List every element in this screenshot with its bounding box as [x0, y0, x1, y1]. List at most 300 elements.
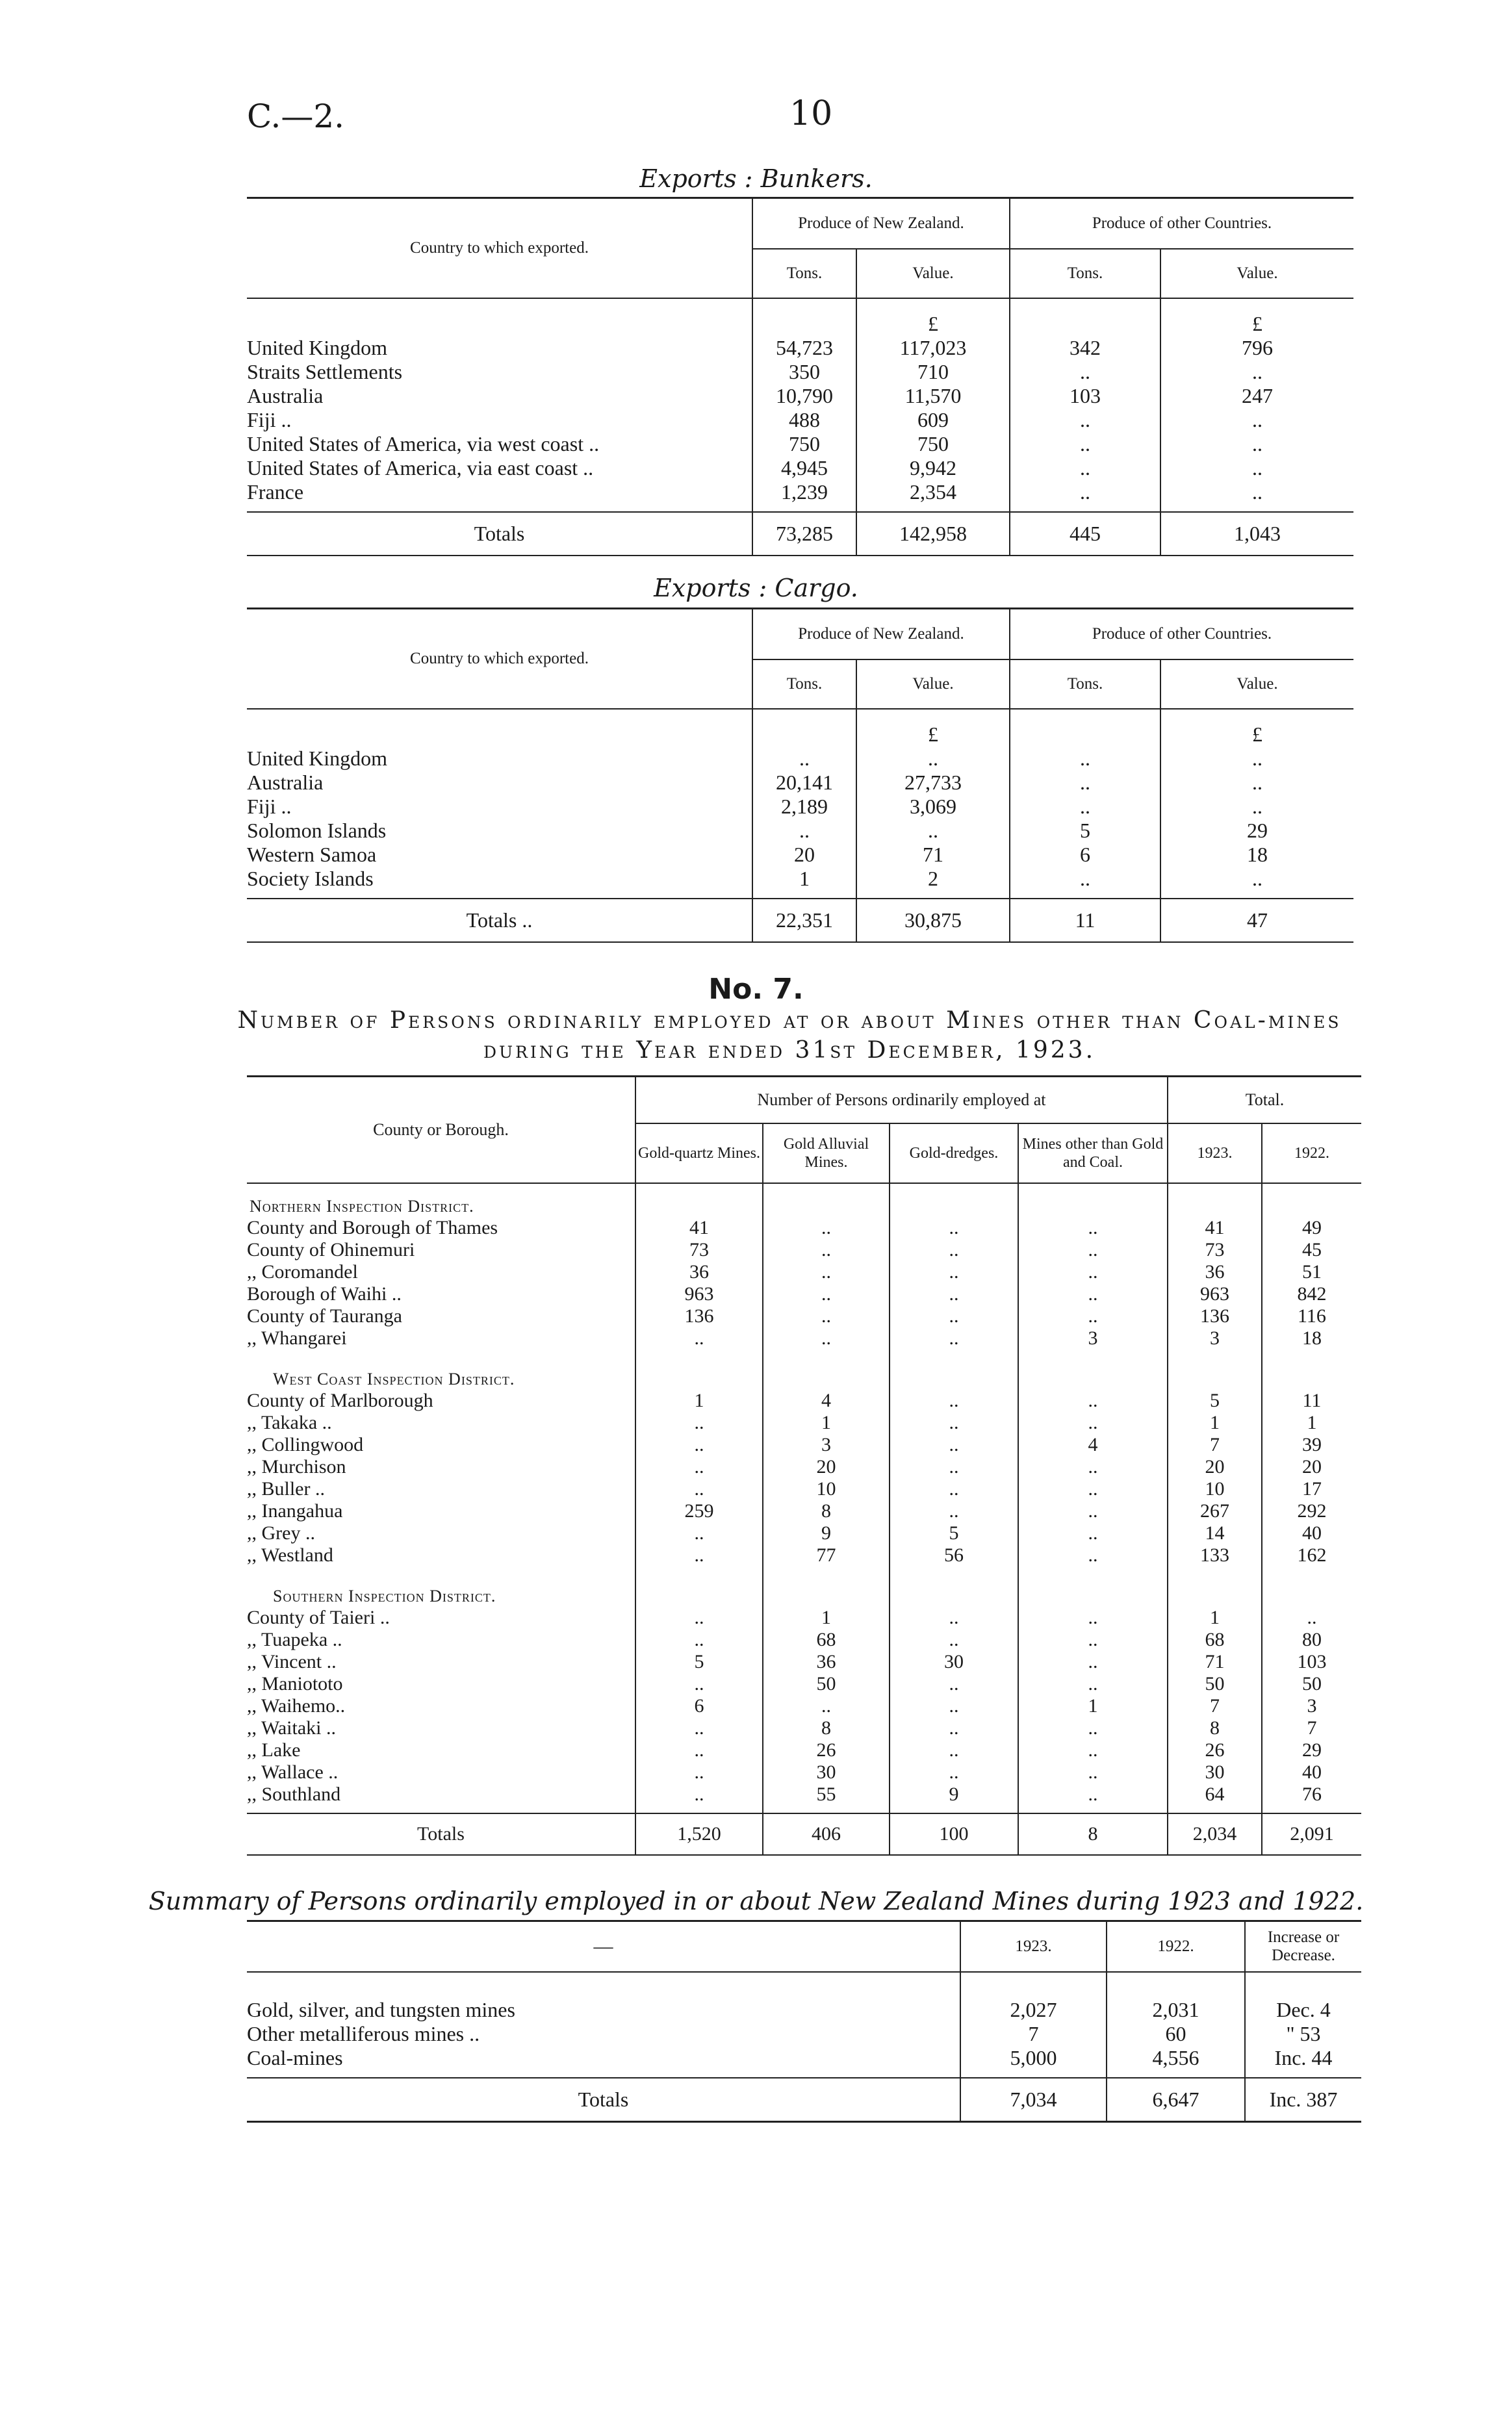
other-mines-cell: ..	[1018, 1305, 1168, 1327]
summary-blank-header: —	[247, 1921, 960, 1973]
nz-tons-cell: 2,189	[752, 795, 856, 819]
total-1923-cell: 7	[1168, 1434, 1262, 1456]
totals-other-mines-cell: 8	[1018, 1813, 1168, 1855]
nz-value-cell: 71	[856, 843, 1010, 867]
other-value-cell: ..	[1160, 432, 1353, 456]
no7-title-line1: Number of Persons ordinarily employed at or about Mines other than Coal-mines	[237, 1007, 1342, 1034]
nz-value-cell: 11,570	[856, 384, 1010, 408]
table-row	[247, 1522, 1361, 1544]
gap-cell	[635, 1567, 763, 1586]
totals-row	[247, 899, 1353, 942]
totals-nz-value: 30,875	[856, 899, 1010, 942]
other-mines-cell: ..	[1018, 1217, 1168, 1239]
nz-tons-cell: ..	[752, 819, 856, 843]
total-1922-cell: 292	[1262, 1500, 1361, 1522]
total-1923-cell: 1	[1168, 1412, 1262, 1434]
total-1923-cell: 64	[1168, 1784, 1262, 1806]
cargo-col-nz-value: Value.	[856, 659, 1010, 709]
bunkers-body	[247, 298, 1353, 556]
gold-dredges-cell: ..	[890, 1390, 1018, 1412]
table-row	[247, 1629, 1361, 1651]
summary-1923-cell: 2,027	[960, 1998, 1107, 2022]
bunkers-col-ot-tons: Tons.	[1010, 249, 1160, 298]
total-1923-cell: 68	[1168, 1629, 1262, 1651]
bunkers-group-other: Produce of other Countries.	[1010, 198, 1353, 249]
table-row	[247, 1412, 1361, 1434]
spacer-cell	[1010, 891, 1160, 899]
table-row	[247, 1434, 1361, 1456]
other-mines-cell: ..	[1018, 1673, 1168, 1695]
gold-dredges-cell: 9	[890, 1784, 1018, 1806]
bunkers-col-nz-value: Value.	[856, 249, 1010, 298]
empty-cell	[890, 1586, 1018, 1607]
gold-dredges-cell: ..	[890, 1327, 1018, 1349]
gap-cell	[763, 1567, 890, 1586]
empty-cell	[1018, 1196, 1168, 1217]
gold-quartz-cell: 1	[635, 1390, 763, 1412]
gold-alluvial-cell: 1	[763, 1412, 890, 1434]
table-row	[247, 336, 1353, 360]
county-cell: ,, Vincent ..	[247, 1651, 337, 1672]
bunkers-group-nz: Produce of New Zealand.	[752, 198, 1010, 249]
gold-dredges-cell: ..	[890, 1217, 1018, 1239]
nz-tons-cell: 54,723	[752, 336, 856, 360]
empty-cell	[635, 1196, 763, 1217]
nz-value-cell: 710	[856, 360, 1010, 384]
gold-dredges-cell: ..	[890, 1305, 1018, 1327]
gold-quartz-cell: 259	[635, 1500, 763, 1522]
spacer-cell	[1160, 504, 1353, 512]
gold-dredges-cell: ..	[890, 1283, 1018, 1305]
table-row	[247, 1456, 1361, 1478]
total-1923-cell: 3	[1168, 1327, 1262, 1349]
summary-change-cell: Dec. 4	[1245, 1998, 1361, 2022]
table-row	[247, 1327, 1361, 1349]
nz-tons-cell: 350	[752, 360, 856, 384]
total-1923-cell: 26	[1168, 1739, 1262, 1761]
spacer-cell	[247, 891, 752, 899]
table-row	[247, 1651, 1361, 1673]
other-mines-cell: ..	[1018, 1761, 1168, 1784]
mines-group-total: Total.	[1168, 1077, 1361, 1124]
table-row	[247, 408, 1353, 432]
mines-col-other: Mines other than Gold and Coal.	[1018, 1123, 1168, 1183]
table-row	[247, 867, 1353, 891]
total-1923-cell: 50	[1168, 1673, 1262, 1695]
other-value-cell: 247	[1160, 384, 1353, 408]
other-mines-cell: ..	[1018, 1239, 1168, 1261]
gold-dredges-cell: ..	[890, 1761, 1018, 1784]
no7-title	[234, 1006, 1345, 1066]
total-1922-cell: ..	[1262, 1607, 1361, 1629]
spacer-cell	[247, 504, 752, 512]
table-row	[247, 771, 1353, 795]
nz-value-cell: ..	[856, 747, 1010, 771]
totals-other-tons: 445	[1010, 512, 1160, 556]
total-1923-cell: 1	[1168, 1607, 1262, 1629]
other-mines-cell: ..	[1018, 1456, 1168, 1478]
totals-row	[247, 2078, 1361, 2122]
gold-dredges-cell: ..	[890, 1239, 1018, 1261]
total-1923-cell: 36	[1168, 1261, 1262, 1283]
total-1923-cell: 5	[1168, 1390, 1262, 1412]
total-1922-cell: 80	[1262, 1629, 1361, 1651]
other-tons-cell: 5	[1010, 819, 1160, 843]
nz-value-cell: 2	[856, 867, 1010, 891]
total-1922-cell: 116	[1262, 1305, 1361, 1327]
gold-dredges-cell: ..	[890, 1500, 1018, 1522]
cargo-col-ot-tons: Tons.	[1010, 659, 1160, 709]
other-value-cell: ..	[1160, 867, 1353, 891]
gold-quartz-cell: ..	[635, 1739, 763, 1761]
cargo-col-ot-value: Value.	[1160, 659, 1353, 709]
empty-cell	[1168, 1196, 1262, 1217]
gold-alluvial-cell: 8	[763, 1500, 890, 1522]
totals-total-1922-cell: 2,091	[1262, 1813, 1361, 1855]
nz-value-cell: 117,023	[856, 336, 1010, 360]
gap-cell	[247, 1567, 635, 1586]
nz-value-cell: 3,069	[856, 795, 1010, 819]
total-1922-cell: 45	[1262, 1239, 1361, 1261]
district-gap	[247, 1567, 1361, 1586]
total-1922-cell: 50	[1262, 1673, 1361, 1695]
county-cell: County of Taieri ..	[247, 1607, 390, 1628]
bunkers-caption: Exports : Bunkers.	[639, 164, 873, 193]
gold-alluvial-cell: 20	[763, 1456, 890, 1478]
gold-dredges-cell: ..	[890, 1607, 1018, 1629]
totals-label: Totals	[247, 512, 752, 556]
gold-dredges-cell: ..	[890, 1434, 1018, 1456]
spacer-cell	[960, 2070, 1107, 2078]
gap-cell	[1262, 1183, 1361, 1196]
table-row	[247, 1500, 1361, 1522]
totals-1922: 6,647	[1107, 2078, 1245, 2122]
gold-alluvial-cell: ..	[763, 1305, 890, 1327]
bunkers-currency-nz: £	[856, 298, 1010, 336]
empty-cell	[1262, 1196, 1361, 1217]
gold-dredges-cell: ..	[890, 1717, 1018, 1739]
table-row	[247, 1261, 1361, 1283]
mines-group-employed: Number of Persons ordinarily employed at	[635, 1077, 1168, 1124]
gold-quartz-cell: ..	[635, 1412, 763, 1434]
gold-alluvial-cell: 8	[763, 1717, 890, 1739]
summary-col-1923: 1923.	[960, 1921, 1107, 1973]
gap-cell	[1168, 1567, 1262, 1586]
empty-cell	[1018, 1369, 1168, 1390]
country-cell: France	[247, 480, 304, 504]
spacer-cell	[1168, 1806, 1262, 1813]
gold-dredges-cell: ..	[890, 1478, 1018, 1500]
other-value-cell: ..	[1160, 456, 1353, 480]
cargo-country-header: Country to which exported.	[247, 609, 752, 710]
other-value-cell: 796	[1160, 336, 1353, 360]
district-gap	[247, 1349, 1361, 1369]
total-1923-cell: 7	[1168, 1695, 1262, 1717]
other-value-cell: 29	[1160, 819, 1353, 843]
table-row	[247, 1761, 1361, 1784]
cargo-col-nz-tons: Tons.	[752, 659, 856, 709]
page-number: 10	[789, 94, 833, 133]
other-value-cell: ..	[1160, 795, 1353, 819]
gold-quartz-cell: ..	[635, 1717, 763, 1739]
gold-quartz-cell: ..	[635, 1544, 763, 1567]
summary-change-cell: Inc. 44	[1245, 2046, 1361, 2070]
totals-gold-dredges-cell: 100	[890, 1813, 1018, 1855]
gold-quartz-cell: ..	[635, 1607, 763, 1629]
other-mines-cell: ..	[1018, 1717, 1168, 1739]
totals-row	[247, 512, 1353, 556]
other-tons-cell: ..	[1010, 360, 1160, 384]
other-value-cell: 18	[1160, 843, 1353, 867]
gold-alluvial-cell: 68	[763, 1629, 890, 1651]
table-row	[247, 360, 1353, 384]
country-cell: United Kingdom	[247, 747, 387, 770]
empty-cell	[1262, 1369, 1361, 1390]
gap-cell	[890, 1183, 1018, 1196]
nz-value-cell: 2,354	[856, 480, 1010, 504]
summary-1922-cell: 60	[1107, 2022, 1245, 2046]
gap-cell	[1262, 1567, 1361, 1586]
gold-quartz-cell: ..	[635, 1478, 763, 1500]
other-mines-cell: ..	[1018, 1500, 1168, 1522]
total-1922-cell: 49	[1262, 1217, 1361, 1239]
gap-cell	[1168, 1183, 1262, 1196]
county-cell: ,, Waihemo..	[247, 1695, 346, 1717]
cargo-caption: Exports : Cargo.	[654, 574, 858, 602]
nz-tons-cell: 20	[752, 843, 856, 867]
spacer-cell	[856, 504, 1010, 512]
other-mines-cell: 3	[1018, 1327, 1168, 1349]
totals-1923: 7,034	[960, 2078, 1107, 2122]
county-cell: County of Marlborough	[247, 1390, 433, 1411]
other-mines-cell: 4	[1018, 1434, 1168, 1456]
summary-col-1922: 1922.	[1107, 1921, 1245, 1973]
gold-alluvial-cell: 10	[763, 1478, 890, 1500]
bunkers-currency-ot: £	[1160, 298, 1353, 336]
county-cell: ,, Maniototo	[247, 1673, 343, 1694]
cargo-currency-ot: £	[1160, 709, 1353, 747]
spacer-cell	[1262, 1806, 1361, 1813]
total-1922-cell: 76	[1262, 1784, 1361, 1806]
total-1922-cell: 1	[1262, 1412, 1361, 1434]
total-1923-cell: 30	[1168, 1761, 1262, 1784]
total-1923-cell: 14	[1168, 1522, 1262, 1544]
total-1923-cell: 73	[1168, 1239, 1262, 1261]
totals-other-tons: 11	[1010, 899, 1160, 942]
gold-quartz-cell: ..	[635, 1456, 763, 1478]
other-mines-cell: ..	[1018, 1478, 1168, 1500]
totals-row	[247, 1813, 1361, 1855]
empty-cell	[635, 1369, 763, 1390]
total-1922-cell: 17	[1262, 1478, 1361, 1500]
gold-quartz-cell: ..	[635, 1522, 763, 1544]
county-cell: ,, Takaka ..	[247, 1412, 332, 1433]
total-1922-cell: 20	[1262, 1456, 1361, 1478]
gold-alluvial-cell: 30	[763, 1761, 890, 1784]
country-cell: United Kingdom	[247, 336, 387, 359]
mines-col-gold-dredges: Gold-dredges.	[890, 1123, 1018, 1183]
totals-nz-value: 142,958	[856, 512, 1010, 556]
district-name: Southern Inspection District.	[273, 1587, 496, 1605]
district-name: Northern Inspection District.	[250, 1197, 474, 1216]
empty-cell	[763, 1586, 890, 1607]
total-1923-cell: 133	[1168, 1544, 1262, 1567]
totals-label: Totals ..	[247, 899, 752, 942]
totals-label: Totals	[247, 1813, 635, 1855]
other-mines-cell: ..	[1018, 1522, 1168, 1544]
other-tons-cell: 103	[1010, 384, 1160, 408]
table-row	[247, 1478, 1361, 1500]
spacer-cell	[856, 891, 1010, 899]
nz-tons-cell: ..	[752, 747, 856, 771]
table-number: No. 7.	[708, 973, 804, 1006]
totals-nz-tons: 22,351	[752, 899, 856, 942]
gold-quartz-cell: 963	[635, 1283, 763, 1305]
spacer-cell	[1107, 1972, 1245, 1998]
gold-quartz-cell: 136	[635, 1305, 763, 1327]
gold-alluvial-cell: ..	[763, 1283, 890, 1305]
summary-1923-cell: 7	[960, 2022, 1107, 2046]
mines-col-gold-alluvial: Gold Alluvial Mines.	[763, 1123, 890, 1183]
country-cell: United States of America, via east coast ..	[247, 456, 594, 480]
country-cell: Society Islands	[247, 867, 374, 890]
table-row	[247, 2022, 1361, 2046]
nz-value-cell: 27,733	[856, 771, 1010, 795]
empty-cell	[1168, 1586, 1262, 1607]
county-cell: County of Tauranga	[247, 1305, 402, 1327]
gold-alluvial-cell: 9	[763, 1522, 890, 1544]
other-tons-cell: 6	[1010, 843, 1160, 867]
spacer-row	[247, 504, 1353, 512]
other-tons-cell: ..	[1010, 771, 1160, 795]
gap-cell	[890, 1349, 1018, 1369]
mines-col-1923: 1923.	[1168, 1123, 1262, 1183]
gold-dredges-cell: ..	[890, 1695, 1018, 1717]
country-cell: Solomon Islands	[247, 819, 387, 842]
other-tons-cell: ..	[1010, 432, 1160, 456]
gold-quartz-cell: ..	[635, 1629, 763, 1651]
table-row	[247, 456, 1353, 480]
gap-cell	[635, 1183, 763, 1196]
mines-col-1922: 1922.	[1262, 1123, 1361, 1183]
district-header-row	[247, 1369, 1361, 1390]
gold-dredges-cell: ..	[890, 1456, 1018, 1478]
county-cell: County and Borough of Thames	[247, 1217, 498, 1238]
spacer-row	[247, 1972, 1361, 1998]
table-row	[247, 1607, 1361, 1629]
spacer-cell	[247, 2070, 960, 2078]
totals-change: Inc. 387	[1245, 2078, 1361, 2122]
cargo-currency-nz: £	[856, 709, 1010, 747]
gold-alluvial-cell: ..	[763, 1695, 890, 1717]
gold-alluvial-cell: 26	[763, 1739, 890, 1761]
other-mines-cell: ..	[1018, 1390, 1168, 1412]
total-1922-cell: 18	[1262, 1327, 1361, 1349]
empty-cell	[1018, 1586, 1168, 1607]
nz-tons-cell: 1	[752, 867, 856, 891]
county-cell: County of Ohinemuri	[247, 1239, 415, 1260]
gold-alluvial-cell: 3	[763, 1434, 890, 1456]
gold-alluvial-cell: ..	[763, 1261, 890, 1283]
table-row	[247, 843, 1353, 867]
total-1922-cell: 7	[1262, 1717, 1361, 1739]
empty-cell	[890, 1369, 1018, 1390]
other-mines-cell: ..	[1018, 1544, 1168, 1567]
gap-cell	[1018, 1183, 1168, 1196]
gold-alluvial-cell: 50	[763, 1673, 890, 1695]
gold-alluvial-cell: ..	[763, 1217, 890, 1239]
district-header-row	[247, 1196, 1361, 1217]
table-row	[247, 432, 1353, 456]
bunkers-col-ot-value: Value.	[1160, 249, 1353, 298]
total-1922-cell: 29	[1262, 1739, 1361, 1761]
totals-total-1923-cell: 2,034	[1168, 1813, 1262, 1855]
gold-dredges-cell: 30	[890, 1651, 1018, 1673]
nz-tons-cell: 488	[752, 408, 856, 432]
gap-cell	[247, 1349, 635, 1369]
country-cell: Australia	[247, 771, 324, 794]
spacer-cell	[890, 1806, 1018, 1813]
total-1922-cell: 3	[1262, 1695, 1361, 1717]
other-value-cell: ..	[1160, 747, 1353, 771]
table-row	[247, 1784, 1361, 1806]
other-value-cell: ..	[1160, 771, 1353, 795]
cargo-group-nz: Produce of New Zealand.	[752, 609, 1010, 660]
other-value-cell: ..	[1160, 360, 1353, 384]
total-1923-cell: 136	[1168, 1305, 1262, 1327]
spacer-cell	[635, 1806, 763, 1813]
table-row	[247, 384, 1353, 408]
gap-cell	[247, 1183, 635, 1196]
total-1923-cell: 41	[1168, 1217, 1262, 1239]
spacer-cell	[247, 1972, 960, 1998]
county-cell: ,, Murchison	[247, 1456, 346, 1477]
summary-label-cell: Coal-mines	[247, 2046, 343, 2069]
no7-title-line2: during the Year ended 31st December, 1923.	[483, 1037, 1096, 1064]
gold-dredges-cell: ..	[890, 1739, 1018, 1761]
gap-cell	[763, 1183, 890, 1196]
gap-cell	[763, 1349, 890, 1369]
spacer-row	[247, 891, 1353, 899]
total-1923-cell: 963	[1168, 1283, 1262, 1305]
gold-alluvial-cell: 55	[763, 1784, 890, 1806]
table-row	[247, 747, 1353, 771]
cargo-group-other: Produce of other Countries.	[1010, 609, 1353, 660]
gap-cell	[890, 1567, 1018, 1586]
cargo-body	[247, 709, 1353, 942]
mines-county-header: County or Borough.	[247, 1077, 635, 1184]
nz-tons-cell: 1,239	[752, 480, 856, 504]
other-mines-cell: 1	[1018, 1695, 1168, 1717]
gold-alluvial-cell: 4	[763, 1390, 890, 1412]
gold-dredges-cell: ..	[890, 1629, 1018, 1651]
county-cell: ,, Southland	[247, 1784, 341, 1805]
nz-tons-cell: 20,141	[752, 771, 856, 795]
gold-dredges-cell: ..	[890, 1412, 1018, 1434]
totals-gold-alluvial-cell: 406	[763, 1813, 890, 1855]
gold-quartz-cell: ..	[635, 1327, 763, 1349]
county-cell: ,, Coromandel	[247, 1261, 358, 1283]
total-1922-cell: 39	[1262, 1434, 1361, 1456]
table-row	[247, 1305, 1361, 1327]
total-1922-cell: 103	[1262, 1651, 1361, 1673]
county-cell: ,, Buller ..	[247, 1478, 325, 1500]
totals-label: Totals	[247, 2078, 960, 2122]
country-cell: United States of America, via west coast ..	[247, 432, 600, 455]
summary-1922-cell: 2,031	[1107, 1998, 1245, 2022]
nz-value-cell: ..	[856, 819, 1010, 843]
total-1923-cell: 71	[1168, 1651, 1262, 1673]
